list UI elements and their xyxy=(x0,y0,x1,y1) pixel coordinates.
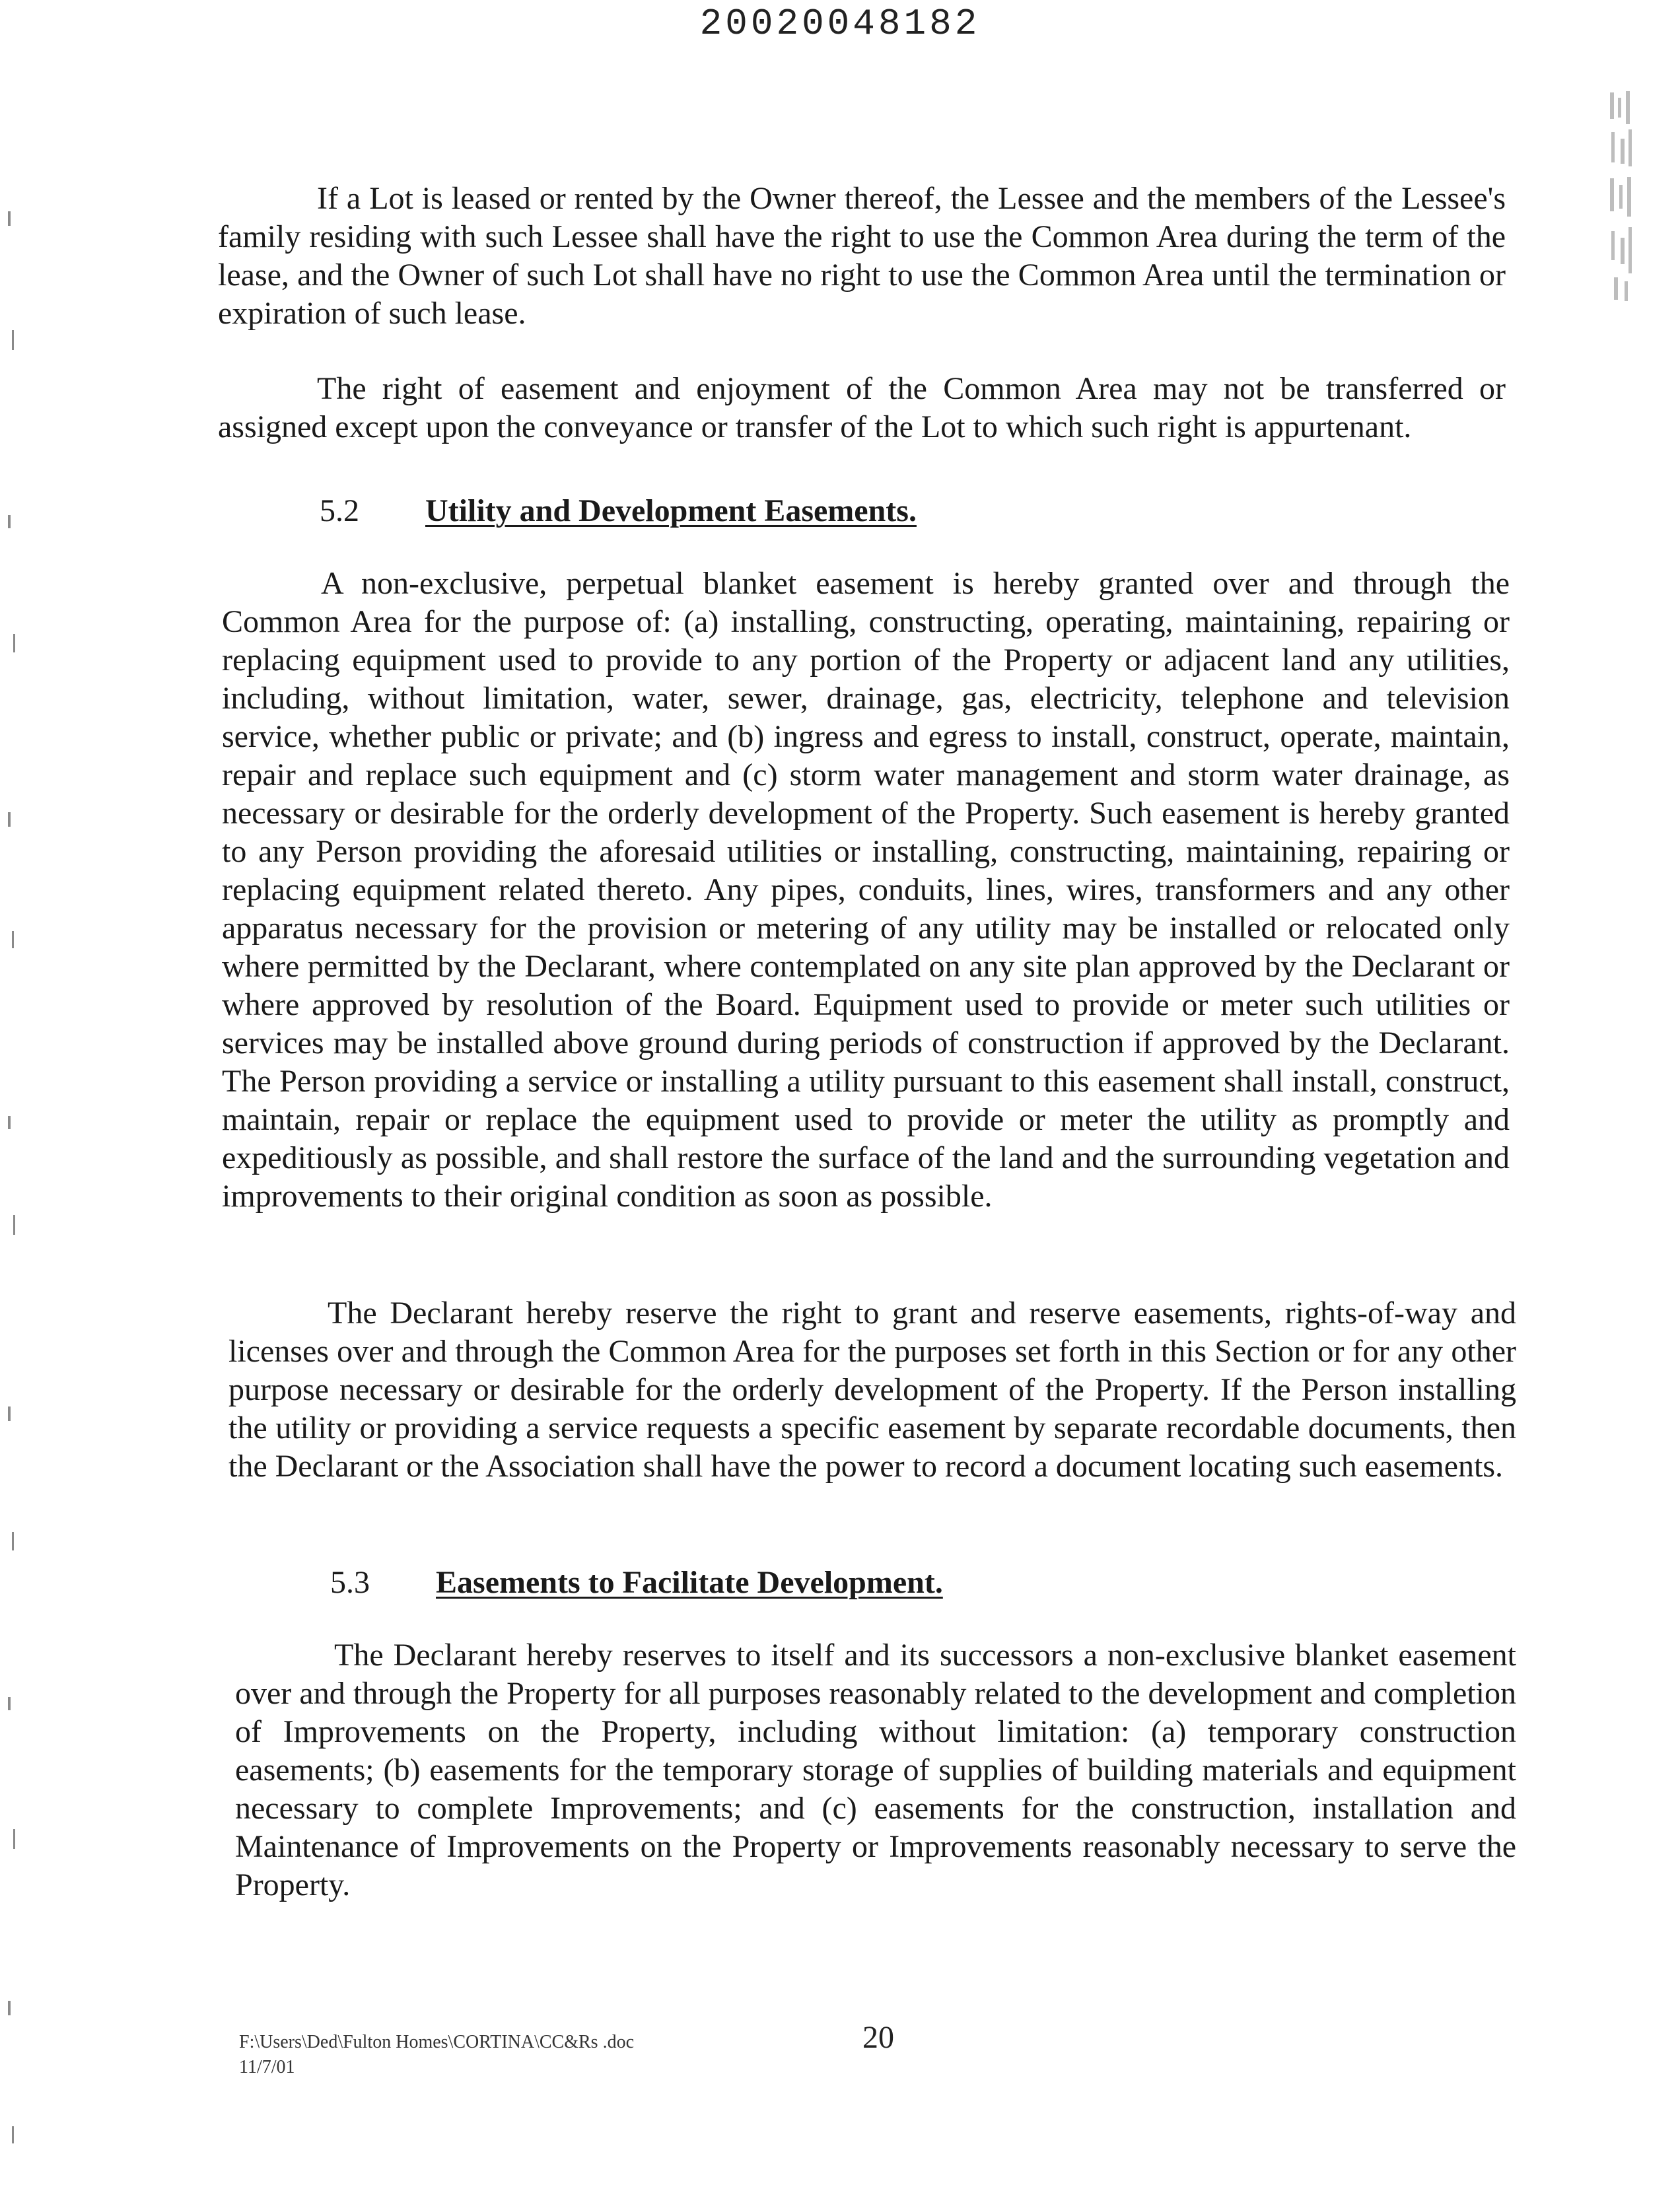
section-number: 5.3 xyxy=(330,1565,370,1600)
paragraph-easement-transfer: The right of easement and enjoyment of the Common Area may not be transferred or assigned except upon the conveyance or transfer of the Lot to which such right is appurtenant. xyxy=(218,371,1506,444)
scan-margin-marks xyxy=(0,0,40,2187)
paragraph-lessee-rights: If a Lot is leased or rented by the Owner thereof, the Lessee and the members of the Lessee's family residing with such Lessee shall have the right to use the Common Area during the term of the lease, and the Owner of such Lot shall have no right to use the Common Area until the termination or expiration of such lease. xyxy=(218,181,1506,331)
paragraph-declarant-reserve: The Declarant hereby reserve the right to grant and reserve easements, rights-of-way and licenses over and through the Common Area for the purposes set forth in this Section or for any other purpose necessary or desirable for the orderly development of the Property. If the Person installing the utility or providing a service requests a specific easement by separate recordable documents, then the Declarant or the Association shall have the power to record a document locating such easements. xyxy=(228,1296,1516,1484)
footer-file-path: F:\Users\Ded\Fulton Homes\CORTINA\CC&Rs .doc xyxy=(239,2032,635,2052)
footer-file-info xyxy=(239,2030,634,2080)
page-number: 20 xyxy=(862,2020,894,2055)
footer-date: 11/7/01 xyxy=(239,2057,295,2077)
section-title: Utility and Development Easements. xyxy=(425,493,917,528)
section-title: Easements to Facilitate Development. xyxy=(436,1565,943,1600)
recording-number: 20020048182 xyxy=(699,3,981,45)
paragraph-facilitate-development: The Declarant hereby reserves to itself and its successors a non-exclusive blanket easement over and through the Property for all purposes reasonably related to the development and completion of Improvements on the Property, including without limitation: (a) temporary construction easements; (b) easements for the temporary storage of supplies of building materials and equipment necessary to complete Improvements; and (c) easements for the construction, installation and Maintenance of Improvements on the Property or Improvements reasonably necessary to serve the Property. xyxy=(235,1638,1516,1902)
section-number: 5.2 xyxy=(320,493,359,528)
recorder-stamp-mark xyxy=(1605,86,1642,310)
section-heading-5-3 xyxy=(330,1564,943,1602)
section-heading-5-2 xyxy=(320,492,917,530)
paragraph-utility-easement: A non-exclusive, perpetual blanket easement is hereby granted over and through the Common Area for the purpose of: (a) installing, constructing, operating, maintaining, repairing or replacing equipment used to provide to any portion of the Property or adjacent land any utilities, including, without limitation, water, sewer, drainage, gas, electricity, telephone and television service, whether public or private; and (b) ingress and egress to install, construct, operate, maintain, repair and replace such equipment and (c) storm water management and storm water drainage, as necessary or desirable for the orderly development of the Property. Such easement is hereby granted to any Person providing the aforesaid utilities or installing, constructing, maintaining, repairing or replacing equipment related thereto. Any pipes, conduits, lines, wires, transformers and any other apparatus necessary for the provision or metering of any utility may be installed or relocated only where permitted by the Declarant, where contemplated on any site plan approved by the Declarant or where approved by resolution of the Board. Equipment used to provide or meter such utilities or services may be installed above ground during periods of construction if approved by the Declarant. The Person providing a service or installing a utility pursuant to this easement shall install, construct, maintain, repair or replace the equipment used to provide or meter the utility as promptly and expeditiously as possible, and shall restore the surface of the land and the surrounding vegetation and improvements to their original condition as soon as possible. xyxy=(222,566,1510,1214)
